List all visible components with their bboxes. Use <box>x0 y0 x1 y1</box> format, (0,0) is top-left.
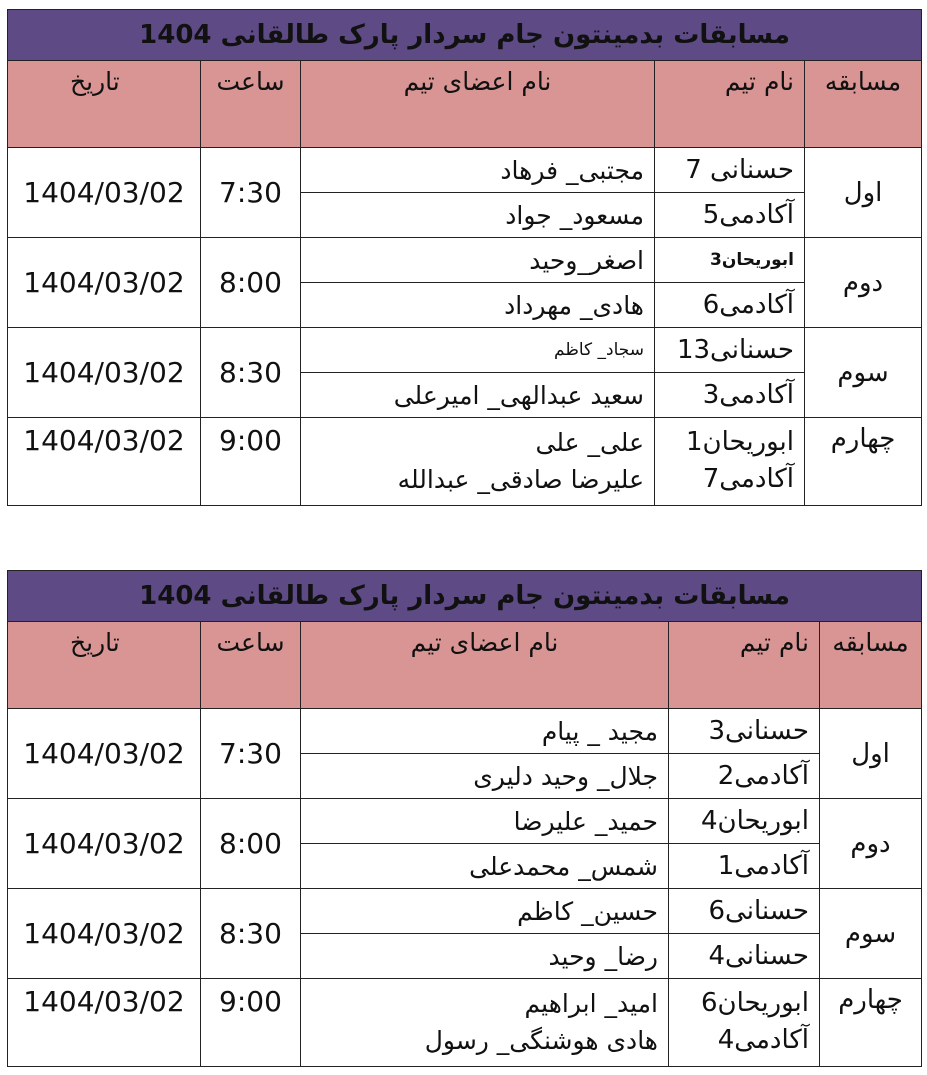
team-members: امید_ ابراهیم <box>524 989 658 1018</box>
match-date: 1404/03/02 <box>8 418 201 506</box>
header-date: تاریخ <box>8 61 201 148</box>
header-row <box>8 622 922 709</box>
team-members: جلال_ وحید دلیری <box>301 754 669 799</box>
team-name: حسنانی 7 <box>655 148 805 193</box>
match-time: 8:00 <box>201 238 301 328</box>
header-row <box>8 61 922 148</box>
match-date: 1404/03/02 <box>8 328 201 418</box>
match-number: چهارم <box>820 979 922 1067</box>
team-name: حسنانی3 <box>669 709 820 754</box>
team-members-cell <box>301 418 655 506</box>
team-name: آکادمی5 <box>655 193 805 238</box>
team-name: آکادمی7 <box>702 464 794 494</box>
team-name: حسنانی6 <box>669 889 820 934</box>
team-name: ابوریحان6 <box>700 988 809 1018</box>
team-members: مجید _ پیام <box>301 709 669 754</box>
match-date: 1404/03/02 <box>8 889 201 979</box>
match-date: 1404/03/02 <box>8 799 201 889</box>
team-members: شمس_ محمدعلی <box>301 844 669 889</box>
team-members: حمید_ علیرضا <box>301 799 669 844</box>
team-name: آکادمی4 <box>717 1025 809 1055</box>
team-members-cell <box>301 979 669 1067</box>
header-time: ساعت <box>201 622 301 709</box>
match-time: 7:30 <box>201 709 301 799</box>
table-row <box>8 889 922 934</box>
match-time: 8:30 <box>201 328 301 418</box>
table-row <box>8 799 922 844</box>
match-number: دوم <box>820 799 922 889</box>
team-name: آکادمی3 <box>655 373 805 418</box>
match-number: اول <box>820 709 922 799</box>
team-members: هادی هوشنگی_ رسول <box>424 1026 658 1055</box>
match-time: 9:00 <box>201 979 301 1067</box>
match-time: 8:30 <box>201 889 301 979</box>
team-name: آکادمی2 <box>669 754 820 799</box>
table-title: مسابقات بدمینتون جام سردار پارک طالقانی 1404 <box>8 571 922 622</box>
team-name: ابوریحان4 <box>669 799 820 844</box>
team-members: مسعود_ جواد <box>301 193 655 238</box>
header-match: مسابقه <box>820 622 922 709</box>
team-members: سجاد_ کاظم <box>301 328 655 373</box>
table-title: مسابقات بدمینتون جام سردار پارک طالقانی 1404 <box>8 10 922 61</box>
team-name-cell <box>655 418 805 506</box>
team-name: ابوریحان1 <box>685 427 794 457</box>
match-time: 8:00 <box>201 799 301 889</box>
match-date: 1404/03/02 <box>8 148 201 238</box>
team-name: حسنانی4 <box>669 934 820 979</box>
team-name: آکادمی1 <box>669 844 820 889</box>
team-members: اصغر_وحید <box>301 238 655 283</box>
header-time: ساعت <box>201 61 301 148</box>
match-date: 1404/03/02 <box>8 979 201 1067</box>
team-members: رضا_ وحید <box>301 934 669 979</box>
match-time: 7:30 <box>201 148 301 238</box>
table-row <box>8 238 922 283</box>
match-number: دوم <box>805 238 922 328</box>
team-members: علی_ علی <box>535 428 644 457</box>
schedule-table-2 <box>7 570 922 1067</box>
table-row <box>8 148 922 193</box>
match-date: 1404/03/02 <box>8 709 201 799</box>
header-match: مسابقه <box>805 61 922 148</box>
team-name: حسنانی13 <box>655 328 805 373</box>
table-row <box>8 979 922 1067</box>
match-date: 1404/03/02 <box>8 238 201 328</box>
match-number: سوم <box>805 328 922 418</box>
schedule-table-1 <box>7 9 922 506</box>
header-team: نام تیم <box>655 61 805 148</box>
match-number: سوم <box>820 889 922 979</box>
match-number: چهارم <box>805 418 922 506</box>
match-number: اول <box>805 148 922 238</box>
team-members: مجتبی_ فرهاد <box>301 148 655 193</box>
team-members: سعید عبدالهی_ امیرعلی <box>301 373 655 418</box>
team-members: هادی_ مهرداد <box>301 283 655 328</box>
match-time: 9:00 <box>201 418 301 506</box>
team-members: علیرضا صادقی_ عبدالله <box>397 465 644 494</box>
team-name-cell <box>669 979 820 1067</box>
header-members: نام اعضای تیم <box>301 622 669 709</box>
table-row <box>8 418 922 506</box>
team-name: آکادمی6 <box>655 283 805 328</box>
header-date: تاریخ <box>8 622 201 709</box>
table-row <box>8 328 922 373</box>
team-members: حسین_ کاظم <box>301 889 669 934</box>
team-name: ابوریحان3 <box>655 238 805 283</box>
table-row <box>8 709 922 754</box>
header-members: نام اعضای تیم <box>301 61 655 148</box>
header-team: نام تیم <box>669 622 820 709</box>
